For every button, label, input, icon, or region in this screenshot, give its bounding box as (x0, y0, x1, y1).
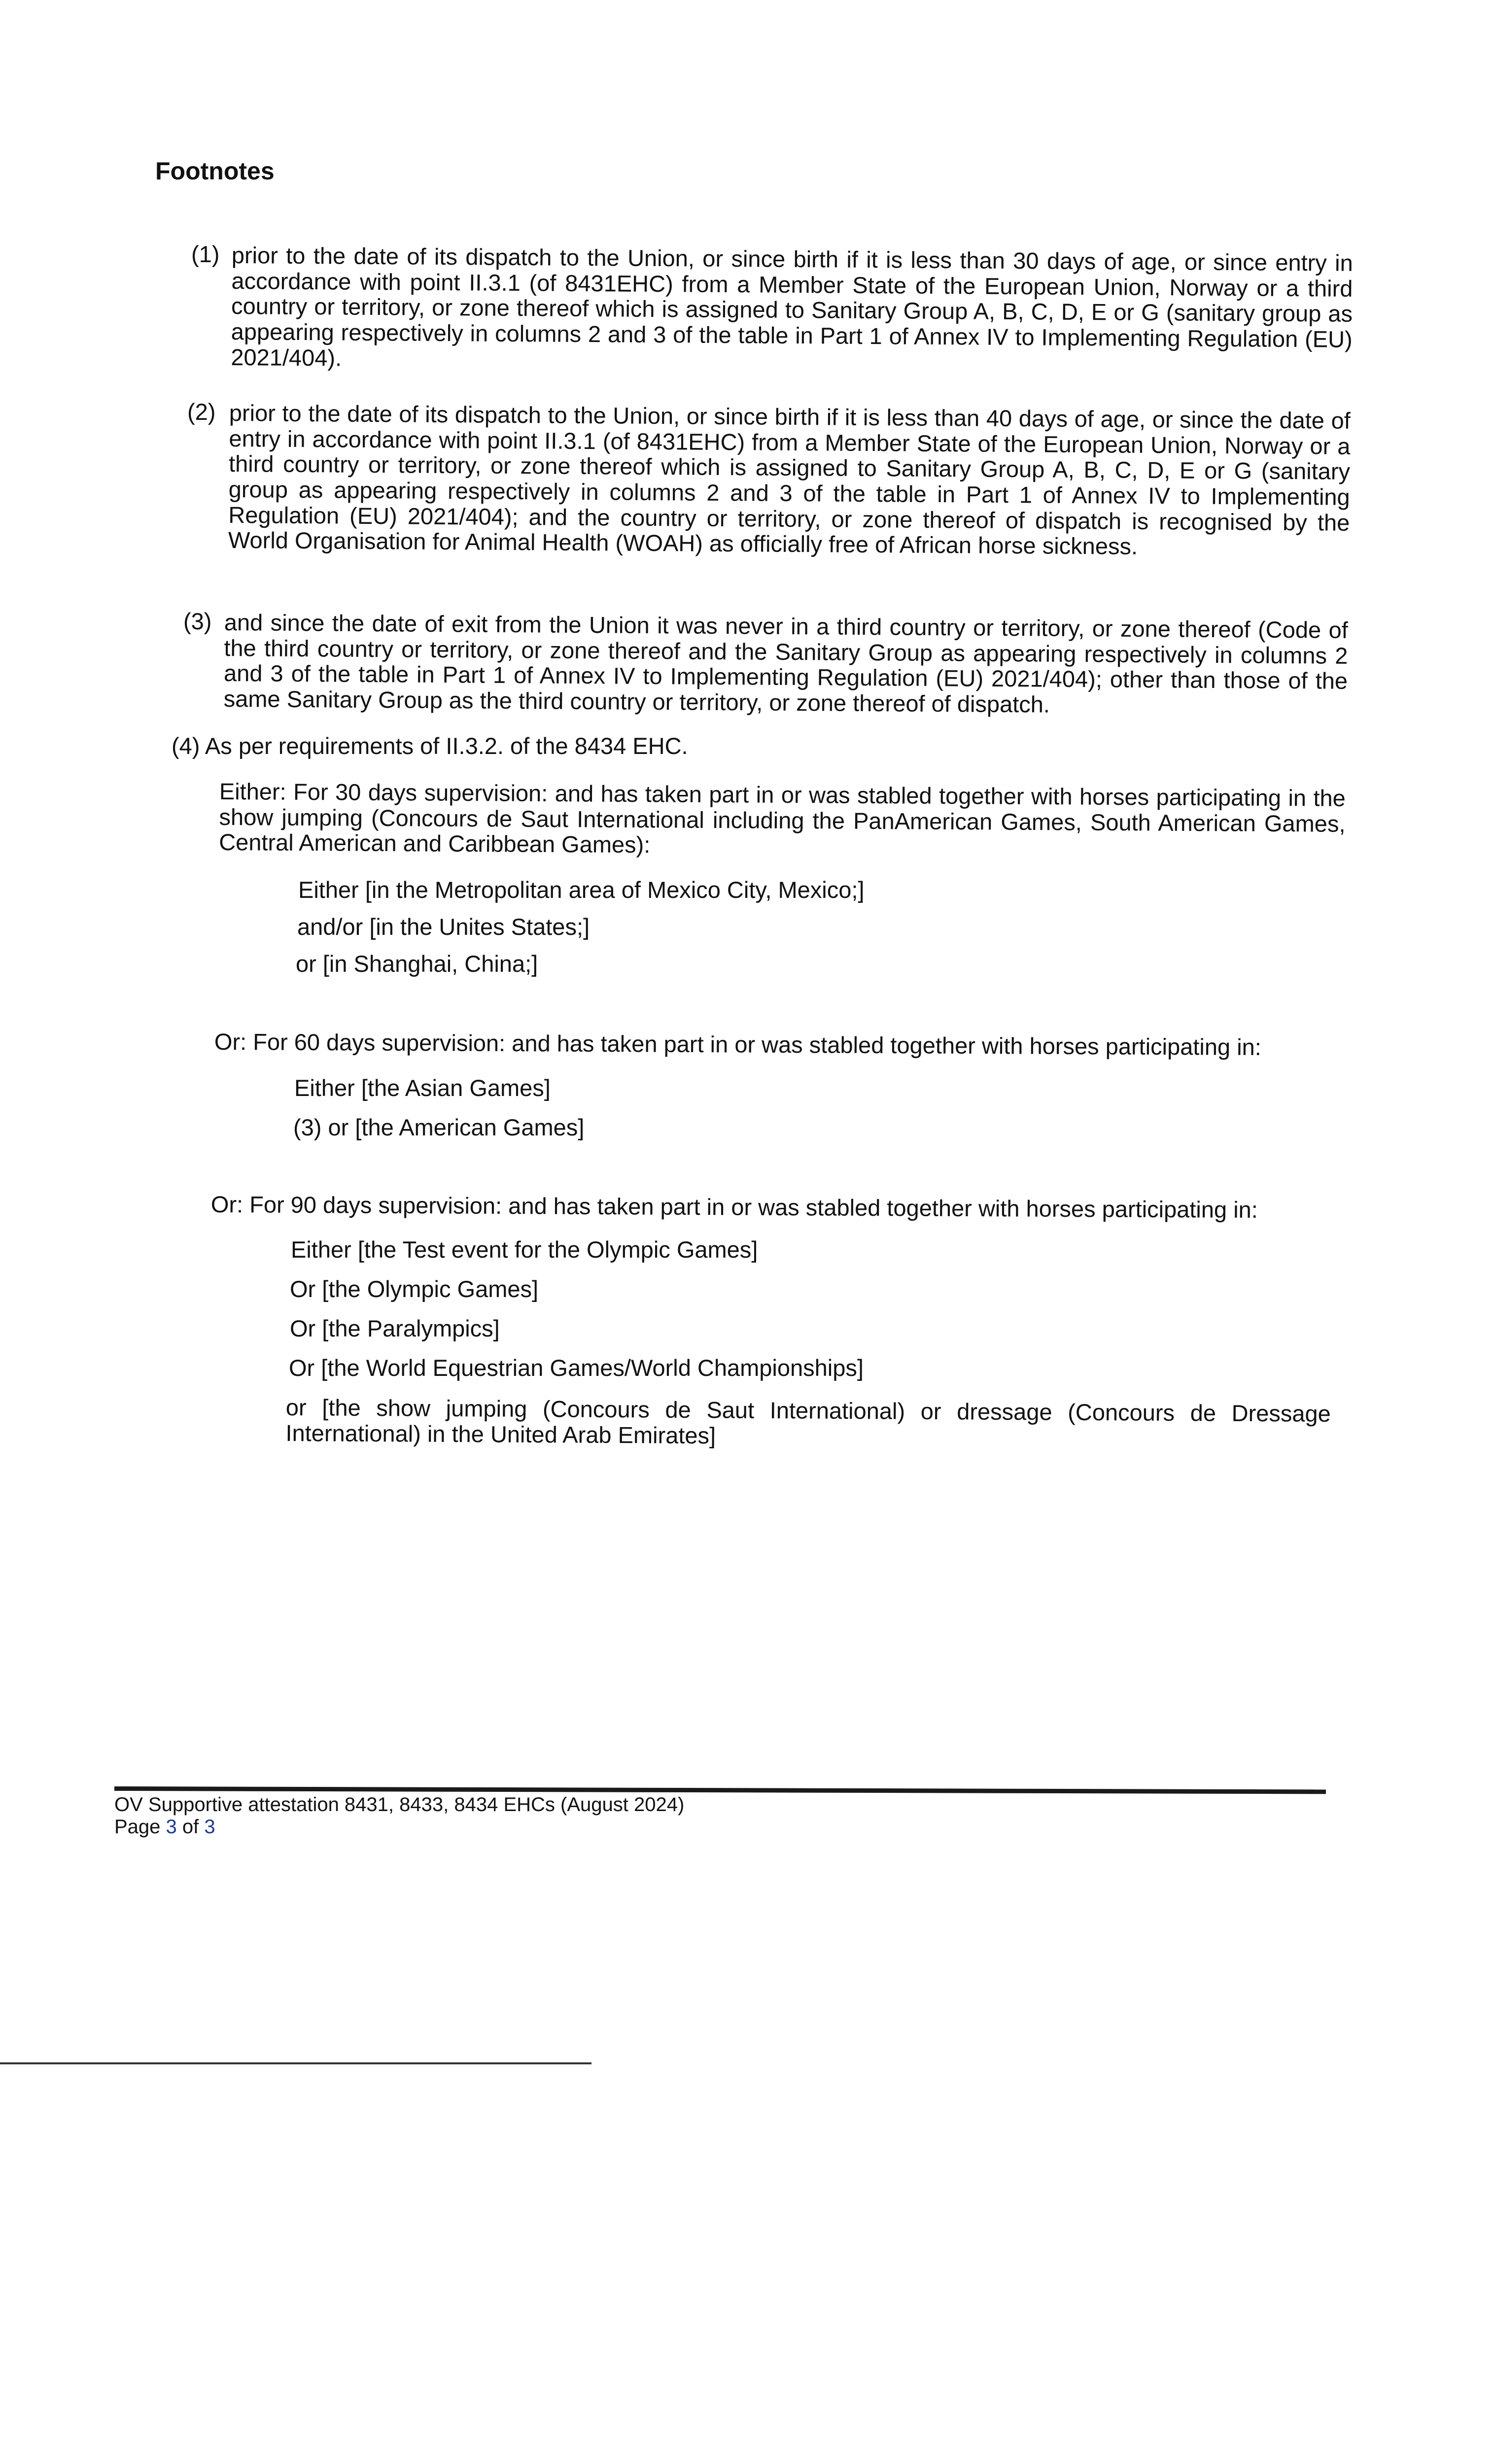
supervision-30-days: Either: For 30 days supervision: and has taken part in or was stabled together with horses participating in the show jumping (Concours de Saut International including the PanAmerican Games, South American Games, Central American and Caribbean Games): (219, 778, 1346, 858)
footnote-number: (3) (183, 608, 212, 634)
list-item: or [in Shanghai, China;] (296, 951, 538, 977)
footer-page-number (114, 1816, 215, 1838)
list-item: Or [the World Equestrian Games/World Championships] (289, 1355, 864, 1381)
scan-artifact-line (0, 2062, 591, 2064)
total-pages: 3 (204, 1816, 215, 1838)
footer-divider (114, 1786, 1326, 1794)
footnote-text: and since the date of exit from the Union it was never in a third country or territory, or zone thereof (Code of the third country or territory, or zone thereof and the Sanitary Group as appearing respectively in columns 2 and 3 of the table in Part 1 of Annex IV to Implementing Regulation (EU) 2021/404); other than those of the same Sanitary Group as the third country or territory, or zone thereof of dispatch. (223, 609, 1348, 718)
footnote-number: (1) (191, 241, 220, 267)
list-item: Or [the Paralympics] (290, 1315, 500, 1341)
page-heading: Footnotes (155, 157, 275, 185)
footnote-4-intro: (4) As per requirements of II.3.2. of the 8434 EHC. (172, 733, 688, 759)
list-item: or [the show jumping (Concours de Saut International) or dressage (Concours de Dressage International) in the United Arab Emirates] (285, 1394, 1331, 1449)
list-item: Either [in the Metropolitan area of Mexico City, Mexico;] (298, 877, 865, 903)
footnote-number: (2) (187, 399, 216, 425)
supervision-60-days: Or: For 60 days supervision: and has taken part in or was stabled together with horses participating in: (214, 1028, 1261, 1061)
footer-title: OV Supportive attestation 8431, 8433, 8434 EHCs (August 2024) (114, 1794, 685, 1815)
list-item: (3) or [the American Games] (293, 1114, 585, 1140)
page-label: Page (114, 1816, 166, 1838)
list-item: and/or [in the Unites States;] (297, 914, 590, 940)
page-of-label: of (176, 1816, 205, 1838)
current-page: 3 (166, 1816, 177, 1838)
list-item: Either [the Test event for the Olympic Games] (291, 1236, 758, 1263)
footnote-text: prior to the date of its dispatch to the Union, or since birth if it is less than 40 days of age, or since the date of entry in accordance with point II.3.1 (of 8431EHC) from a Member State of the European Union, Norway or a third country or territory, or zone thereof which is assigned to Sanitary Group A, B, C, D, E or G (sanitary group as appearing respectively in columns 2 and 3 of the table in Part 1 of Annex IV to Implementing Regulation (EU) 2021/404); and the country or territory, or zone thereof of dispatch is recognised by the World Organisation for Animal Health (WOAH) as officially free of African horse sickness. (228, 400, 1351, 560)
list-item: Either [the Asian Games] (294, 1075, 551, 1101)
list-item: Or [the Olympic Games] (290, 1276, 539, 1302)
footnote-text: prior to the date of its dispatch to the Union, or since birth if it is less than 30 days of age, or since entry in accordance with point II.3.1 (of 8431EHC) from a Member State of the European Union, Norway or a third country or territory, or zone thereof which is assigned to Sanitary Group A, B, C, D, E or G (sanitary group as appearing respectively in columns 2 and 3 of the table in Part 1 of Annex IV to Implementing Regulation (EU) 2021/404). (231, 242, 1353, 371)
supervision-90-days: Or: For 90 days supervision: and has taken part in or was stabled together with horses participating in: (210, 1191, 1258, 1223)
